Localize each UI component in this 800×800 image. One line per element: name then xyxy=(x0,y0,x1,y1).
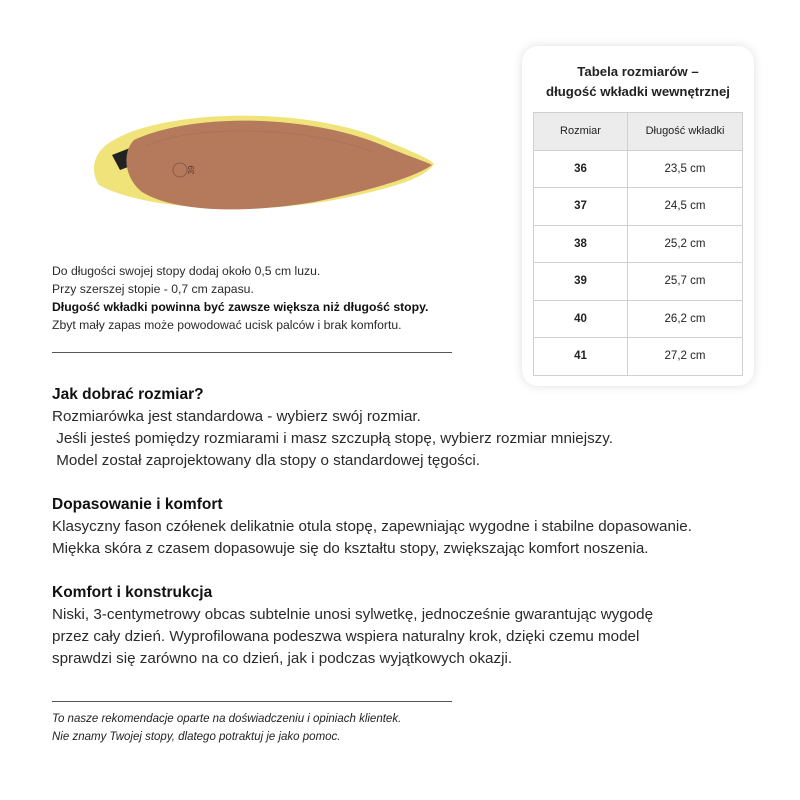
section-comfort-construction xyxy=(52,582,800,670)
length-cell: 26,2 cm xyxy=(628,300,743,338)
disclaimer-line: To nasze rekomendacje oparte na doświadczeniu i opiniach klientek. xyxy=(52,713,402,725)
size-chart-title-line: Tabela rozmiarów – xyxy=(577,64,699,79)
section-line: przez cały dzień. Wyprofilowana podeszwa wspiera naturalny krok, dzięki czemu model xyxy=(52,628,640,645)
fit-note-bold-line: Długość wkładki powinna być zawsze większa niż długość stopy. xyxy=(52,300,429,314)
table-row xyxy=(534,263,743,301)
section-line: Model został zaprojektowany dla stopy o standardowej tęgości. xyxy=(52,452,481,469)
divider xyxy=(52,352,452,353)
size-cell: 36 xyxy=(534,150,628,188)
column-header-size: Rozmiar xyxy=(534,113,628,151)
size-cell: 39 xyxy=(534,263,628,301)
table-row xyxy=(534,225,743,263)
disclaimer xyxy=(52,710,401,746)
section-line: Rozmiarówka jest standardowa - wybierz swój rozmiar. xyxy=(52,408,421,425)
length-cell: 25,2 cm xyxy=(628,225,743,263)
size-table xyxy=(533,112,743,376)
length-cell: 24,5 cm xyxy=(628,188,743,226)
size-cell: 37 xyxy=(534,188,628,226)
divider xyxy=(52,701,452,702)
section-size-guide xyxy=(52,384,800,472)
table-row xyxy=(534,150,743,188)
section-line: Jeśli jesteś pomiędzy rozmiarami i masz szczupłą stopę, wybierz rozmiar mniejszy. xyxy=(52,430,613,447)
table-row xyxy=(534,338,743,376)
fit-note-line: Do długości swojej stopy dodaj około 0,5 cm luzu. xyxy=(52,264,321,278)
fit-notes xyxy=(52,262,522,334)
size-chart-title-line: długość wkładki wewnętrznej xyxy=(546,84,730,99)
shoe-sole-image xyxy=(84,100,444,220)
length-cell: 25,7 cm xyxy=(628,263,743,301)
size-chart-title xyxy=(522,62,754,102)
fit-note-line: Zbyt mały zapas może powodować ucisk palców i brak komfortu. xyxy=(52,318,402,332)
section-line: Niski, 3-centymetrowy obcas subtelnie unosi sylwetkę, jednocześnie gwarantując wygodę xyxy=(52,606,654,623)
length-cell: 27,2 cm xyxy=(628,338,743,376)
size-table-header xyxy=(534,113,743,151)
length-cell: 23,5 cm xyxy=(628,150,743,188)
column-header-length: Długość wkładki xyxy=(628,113,743,151)
section-line: sprawdzi się zarówno na co dzień, jak i podczas wyjątkowych okazji. xyxy=(52,650,513,667)
disclaimer-line: Nie znamy Twojej stopy, dlatego potraktuj je jako pomoc. xyxy=(52,731,341,743)
section-heading: Komfort i konstrukcja xyxy=(52,584,213,601)
size-cell: 40 xyxy=(534,300,628,338)
table-row xyxy=(534,300,743,338)
table-row xyxy=(534,188,743,226)
size-cell: 38 xyxy=(534,225,628,263)
section-heading: Jak dobrać rozmiar? xyxy=(52,386,204,403)
fit-note-line: Przy szerszej stopie - 0,7 cm zapasu. xyxy=(52,282,254,296)
section-heading: Dopasowanie i komfort xyxy=(52,496,223,513)
size-chart-card xyxy=(522,46,754,386)
size-cell: 41 xyxy=(534,338,628,376)
section-fit-comfort xyxy=(52,494,800,560)
section-line: Miękka skóra z czasem dopasowuje się do kształtu stopy, zwiększając komfort noszenia. xyxy=(52,540,649,557)
section-line: Klasyczny fason czółenek delikatnie otula stopę, zapewniając wygodne i stabilne dopasowanie. xyxy=(52,518,692,535)
insole-size-mark: 39 xyxy=(187,165,196,175)
shoe-sole xyxy=(126,121,432,210)
